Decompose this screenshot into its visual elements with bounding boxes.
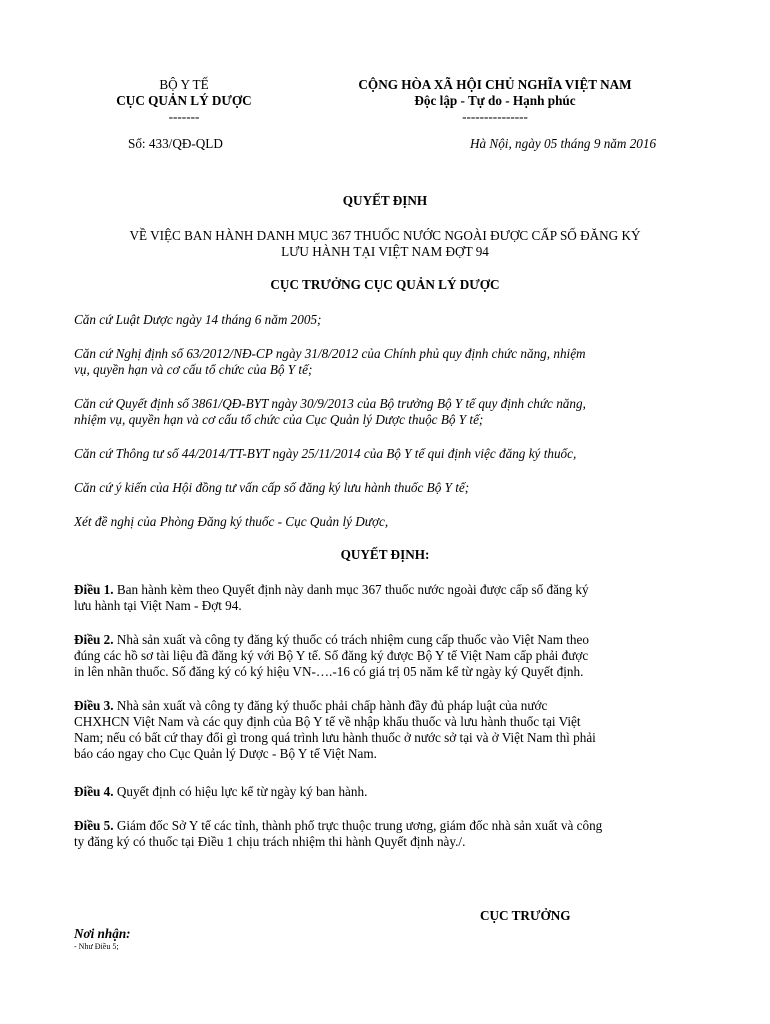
header-left — [104, 77, 264, 125]
article-text: Nhà sản xuất và công ty đăng ký thuốc có trách nhiệm cung cấp thuốc vào Việt Nam theo — [113, 632, 589, 647]
department-name: CỤC QUẢN LÝ DƯỢC — [116, 93, 252, 108]
basis-line: Căn cứ Thông tư số 44/2014/TT-BYT ngày 25/11/2014 của Bộ Y tế qui định việc đăng ký thuốc, — [74, 446, 577, 461]
article-text: báo cáo ngay cho Cục Quản lý Dược - Bộ Y tế Việt Nam. — [74, 746, 377, 761]
article-text: ty đăng ký có thuốc tại Điều 1 chịu trách nhiệm thi hành Quyết định này./. — [74, 834, 466, 849]
article-text: Nhà sản xuất và công ty đăng ký thuốc phải chấp hành đầy đủ pháp luật của nước — [113, 698, 548, 713]
legal-basis — [74, 480, 702, 496]
document-subtitle — [0, 228, 770, 260]
article-5 — [74, 818, 702, 850]
basis-line: Căn cứ Nghị định số 63/2012/NĐ-CP ngày 31/8/2012 của Chính phủ quy định chức năng, nhiệm — [74, 346, 586, 361]
legal-basis — [74, 514, 702, 530]
subtitle-line: VỀ VIỆC BAN HÀNH DANH MỤC 367 THUỐC NƯỚC NGOÀI ĐƯỢC CẤP SỐ ĐĂNG KÝ — [129, 228, 641, 243]
header-right-rule: --------------- — [462, 109, 528, 124]
basis-line: Căn cứ Quyết định số 3861/QĐ-BYT ngày 30/9/2013 của Bộ trưởng Bộ Y tế quy định chức năng, — [74, 396, 586, 411]
article-text: CHXHCN Việt Nam và các quy định của Bộ Y tế về nhập khẩu thuốc và lưu hành thuốc tại Việt — [74, 714, 581, 729]
document-number: Số: 433/QĐ-QLD — [128, 136, 223, 151]
legal-basis — [74, 396, 702, 428]
signature-title: CỤC TRƯỞNG — [480, 908, 571, 923]
article-label: Điều 3. — [74, 698, 114, 713]
article-4 — [74, 784, 702, 800]
basis-line: nhiệm vụ, quyền hạn và cơ cấu tổ chức của Cục Quản lý Dược thuộc Bộ Y tế; — [74, 412, 484, 427]
recipients-heading: Nơi nhận: — [74, 926, 131, 941]
basis-line: Căn cứ Luật Dược ngày 14 tháng 6 năm 2005; — [74, 312, 322, 327]
article-label: Điều 2. — [74, 632, 114, 647]
national-motto: Độc lập - Tự do - Hạnh phúc — [414, 93, 576, 108]
legal-basis — [74, 312, 702, 328]
recipients-item: - Như Điều 5; — [74, 942, 119, 951]
document-title: QUYẾT ĐỊNH — [342, 193, 428, 208]
article-text: Giám đốc Sở Y tế các tỉnh, thành phố trực thuộc trung ương, giám đốc nhà sản xuất và công — [113, 818, 603, 833]
article-text: Ban hành kèm theo Quyết định này danh mục 367 thuốc nước ngoài được cấp số đăng ký — [113, 582, 589, 597]
article-text: Nam; nếu có bất cứ thay đổi gì trong quá trình lưu hành thuốc ở nước sở tại và ở Việt Nam thì phải — [74, 730, 596, 745]
header-right — [325, 77, 665, 125]
article-label: Điều 5. — [74, 818, 114, 833]
place-date: Hà Nội, ngày 05 tháng 9 năm 2016 — [470, 136, 657, 151]
article-label: Điều 4. — [74, 784, 114, 799]
article-1 — [74, 582, 702, 614]
basis-line: vụ, quyền hạn và cơ cấu tổ chức của Bộ Y tế; — [74, 362, 313, 377]
country-name: CỘNG HÒA XÃ HỘI CHỦ NGHĨA VIỆT NAM — [358, 77, 632, 92]
article-3 — [74, 698, 702, 762]
article-text: in lên nhãn thuốc. Số đăng ký có ký hiệu VN-….-16 có giá trị 05 năm kể từ ngày ký Quyết định. — [74, 664, 584, 679]
issuing-authority: CỤC TRƯỞNG CỤC QUẢN LÝ DƯỢC — [270, 277, 500, 292]
basis-line: Căn cứ ý kiến của Hội đồng tư vấn cấp số đăng ký lưu hành thuốc Bộ Y tế; — [74, 480, 470, 495]
article-2 — [74, 632, 702, 680]
header-left-rule: ------- — [168, 109, 200, 124]
legal-basis — [74, 346, 702, 378]
article-text: lưu hành tại Việt Nam - Đợt 94. — [74, 598, 242, 613]
article-text: đúng các hồ sơ tài liệu đã đăng ký với Bộ Y tế. Số đăng ký được Bộ Y tế Việt Nam cấp phải được — [74, 648, 589, 663]
subtitle-line: LƯU HÀNH TẠI VIỆT NAM ĐỢT 94 — [281, 244, 489, 259]
article-label: Điều 1. — [74, 582, 114, 597]
article-text: Quyết định có hiệu lực kể từ ngày ký ban hành. — [113, 784, 368, 799]
basis-line: Xét đề nghị của Phòng Đăng ký thuốc - Cục Quản lý Dược, — [74, 514, 389, 529]
legal-basis — [74, 446, 702, 462]
ministry-name: BỘ Y TẾ — [159, 77, 209, 92]
decision-heading: QUYẾT ĐỊNH: — [340, 547, 430, 562]
